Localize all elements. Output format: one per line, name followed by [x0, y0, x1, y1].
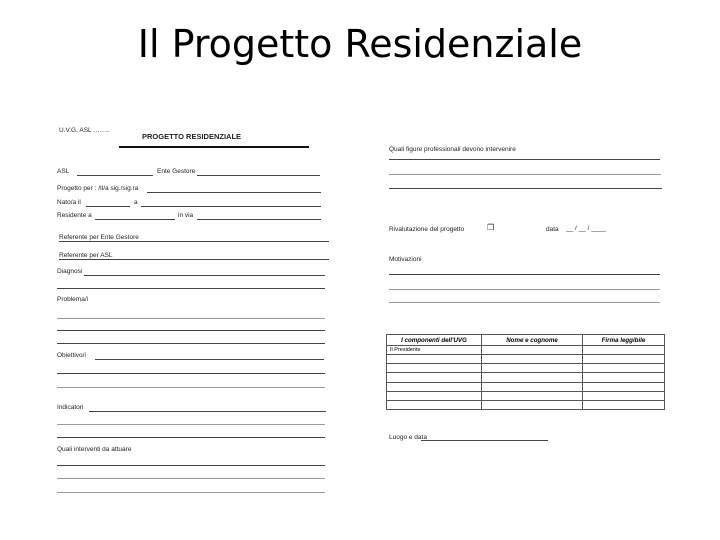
diagnosi-label: Diagnosi: [57, 268, 83, 275]
table-row: [387, 373, 665, 382]
interventi-line-2[interactable]: [57, 478, 325, 479]
figure-line-2[interactable]: [389, 174, 661, 175]
residente-label: Residente a: [57, 212, 92, 219]
table-row: [387, 400, 665, 409]
progetto-per-field[interactable]: [147, 192, 321, 193]
table-cell: Il Presidente: [387, 346, 482, 355]
interventi-line-1[interactable]: [57, 465, 325, 466]
problemi-line-2[interactable]: [57, 330, 325, 331]
nato-a-field[interactable]: [141, 206, 321, 207]
data-label: data: [546, 226, 559, 233]
data-field[interactable]: __ / __ / ____: [566, 225, 606, 232]
table-cell[interactable]: [583, 400, 665, 409]
obiettivi-line-3[interactable]: [57, 387, 325, 388]
problemi-line-1[interactable]: [57, 318, 325, 319]
heading-underline: [119, 146, 309, 148]
form-heading: PROGETTO RESIDENZIALE: [142, 132, 242, 141]
figure-line-1[interactable]: [389, 159, 660, 160]
luogo-data-field[interactable]: [421, 440, 548, 441]
table-cell[interactable]: [583, 355, 665, 364]
table-row: [387, 382, 665, 391]
table-header-componenti: I componenti dell'UVG: [387, 335, 482, 346]
table-cell[interactable]: [387, 382, 482, 391]
referente-ente-label: Referente per Ente Gestore: [59, 234, 139, 241]
table-cell[interactable]: [482, 373, 583, 382]
referente-asl-label: Referente per ASL: [59, 252, 113, 259]
ente-gestore-field[interactable]: [197, 175, 320, 176]
slide-title: Il Progetto Residenziale: [137, 22, 583, 66]
motivazioni-label: Motivazioni: [389, 256, 422, 263]
in-via-label: in via: [178, 212, 194, 219]
nato-il-field[interactable]: [86, 206, 130, 207]
table-cell[interactable]: [482, 346, 583, 355]
table-row: [387, 346, 665, 355]
motivazioni-line-3[interactable]: [389, 302, 660, 303]
table-cell[interactable]: [482, 400, 583, 409]
table-row: [387, 391, 665, 400]
motivazioni-line-2[interactable]: [389, 289, 660, 290]
residente-field[interactable]: [95, 219, 175, 220]
diagnosi-field[interactable]: [84, 275, 325, 276]
obiettivi-label: Obiettivo/i: [57, 352, 86, 359]
table-cell[interactable]: [583, 346, 665, 355]
progetto-per-label: Progetto per : /Il/a sig./sig.ra: [57, 185, 139, 192]
problemi-label: Problema/i: [57, 296, 89, 303]
indicatori-line-2[interactable]: [57, 424, 325, 425]
rivalutazione-checkbox[interactable]: ❒: [487, 223, 495, 232]
table-cell[interactable]: [387, 400, 482, 409]
interventi-line-3[interactable]: [57, 492, 325, 493]
diagnosi-line-2[interactable]: [57, 288, 325, 289]
figure-professionali-label: Quali figure professionali devono intervenire: [389, 146, 516, 153]
interventi-label: Quali interventi da attuare: [57, 446, 132, 453]
table-header-nome: Nome e cognome: [482, 335, 583, 346]
motivazioni-line-1[interactable]: [389, 274, 660, 275]
table-cell[interactable]: [583, 382, 665, 391]
figure-line-3[interactable]: [389, 188, 662, 189]
table-cell[interactable]: [482, 355, 583, 364]
luogo-data-label: Luogo e data: [389, 434, 427, 441]
header-code: U.V.G. ASL ……..: [59, 127, 110, 134]
referente-asl-field[interactable]: [59, 259, 329, 260]
table-cell[interactable]: [387, 373, 482, 382]
rivalutazione-label: Rivalutazione del progetto: [389, 226, 465, 233]
indicatori-field[interactable]: [89, 411, 326, 412]
referente-ente-field[interactable]: [59, 241, 329, 242]
table-cell[interactable]: [583, 373, 665, 382]
in-via-field[interactable]: [197, 219, 321, 220]
table-cell[interactable]: [583, 364, 665, 373]
obiettivi-field[interactable]: [95, 359, 324, 360]
table-cell[interactable]: [387, 364, 482, 373]
nato-il-label: Nato/a il: [57, 199, 81, 206]
table-row: [387, 355, 665, 364]
table-cell[interactable]: [583, 391, 665, 400]
table-cell[interactable]: [387, 355, 482, 364]
table-cell[interactable]: [482, 382, 583, 391]
table-cell[interactable]: [482, 391, 583, 400]
ente-gestore-label: Ente Gestore: [157, 168, 196, 175]
table-header-firma: Firma leggibile: [583, 335, 665, 346]
asl-field[interactable]: [77, 175, 153, 176]
uvg-members-table: [386, 334, 665, 410]
obiettivi-line-2[interactable]: [57, 373, 325, 374]
indicatori-line-3[interactable]: [57, 437, 325, 438]
nato-a-label: a: [134, 199, 138, 206]
table-cell[interactable]: [482, 364, 583, 373]
table-header-row: [387, 335, 665, 346]
problemi-line-3[interactable]: [57, 343, 325, 344]
asl-label: ASL: [57, 168, 70, 175]
table-row: [387, 364, 665, 373]
table-cell[interactable]: [387, 391, 482, 400]
indicatori-label: Indicatori: [57, 404, 84, 411]
